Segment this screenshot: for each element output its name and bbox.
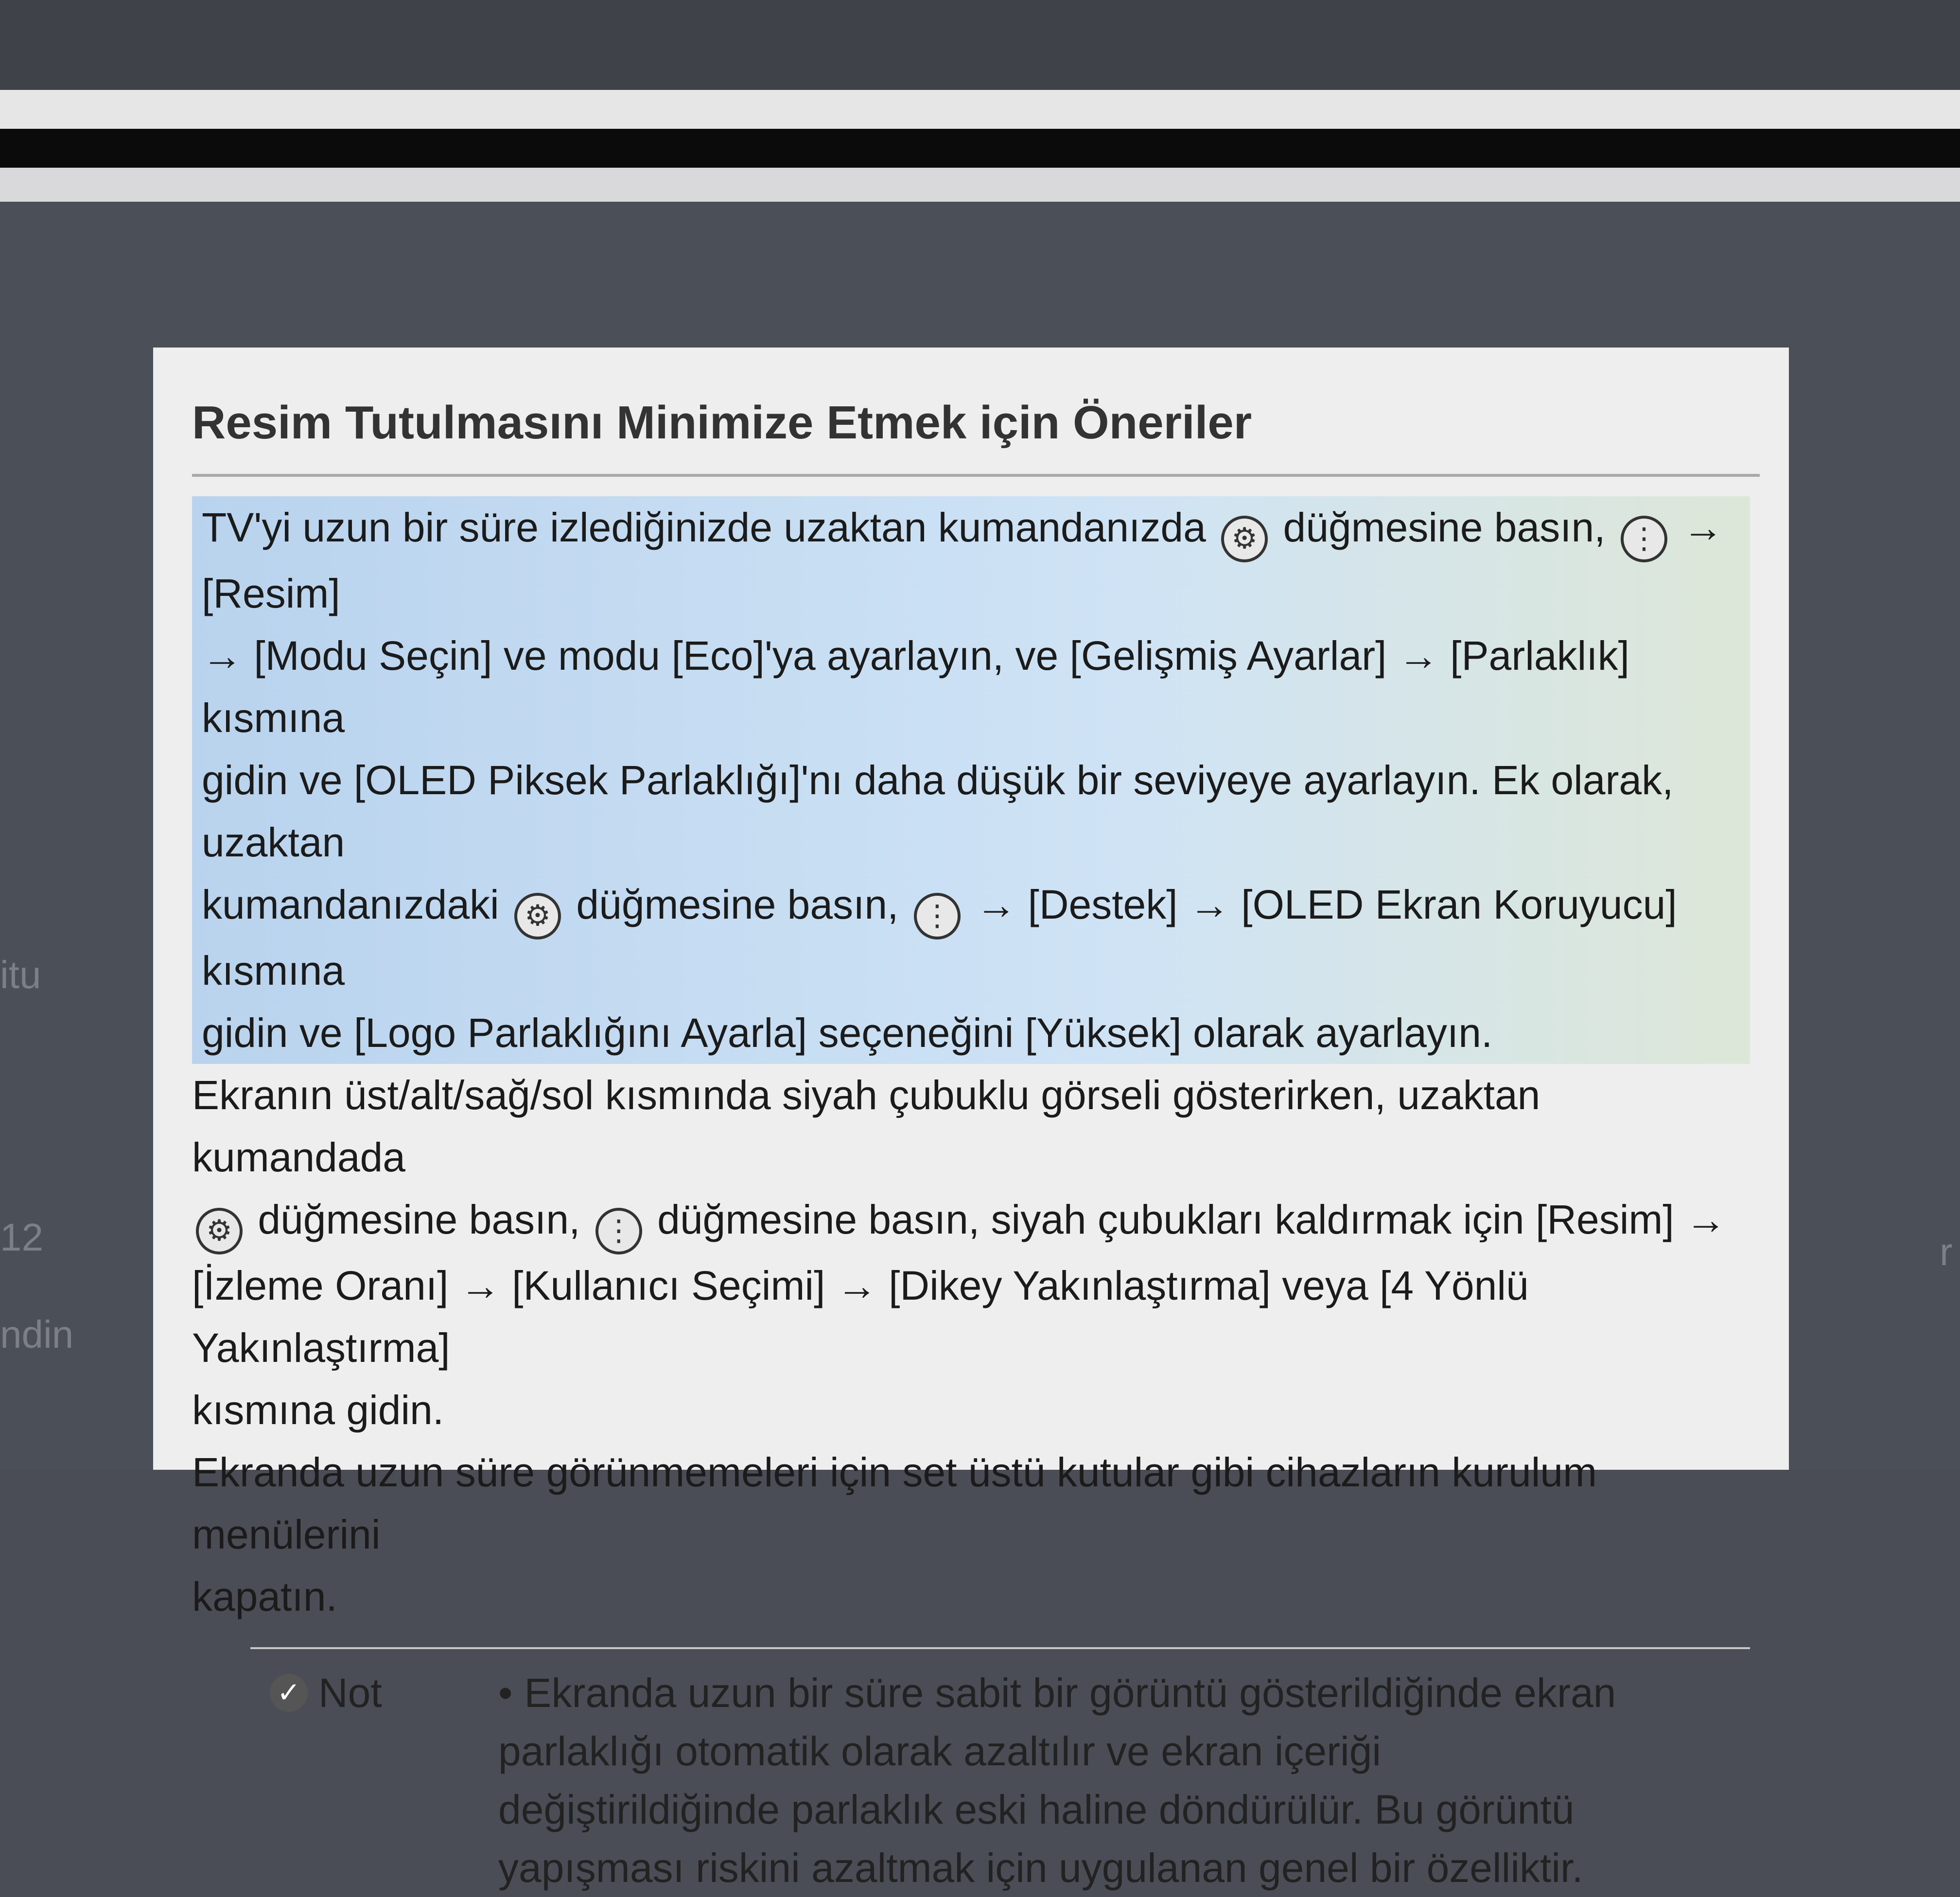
paragraph-1-line-3: gidin ve [OLED Piksek Parlaklığı]'nı daha düşük bir seviyeye ayarlayın. Ek olarak, uzaktan	[192, 749, 1750, 873]
screen-top-stripe	[0, 90, 1960, 129]
paragraph-2-line-1: Ekranın üst/alt/sağ/sol kısmında siyah çubuklu görseli gösterirken, uzaktan kumandada	[192, 1072, 1540, 1180]
edge-text-right-fragment: r	[1940, 1230, 1953, 1273]
edge-text-left-fragment-1: itu	[0, 953, 41, 996]
paragraph-3-line-1: Ekranda uzun süre görünmemeleri için set üstü kutular gibi cihazların kurulum menülerini	[192, 1449, 1597, 1557]
edge-text-left-number: 12	[0, 1216, 43, 1259]
text-segment: TV'yi uzun bir süre izlediğinizde uzaktan kumandanızda	[202, 505, 1218, 550]
paragraph-3	[192, 1441, 1750, 1628]
settings-icon: ⚙	[196, 1208, 243, 1254]
text-segment: düğmesine basın, siyah çubukları kaldırmak için [Resim] →	[646, 1197, 1727, 1242]
panel-title: Resim Tutulmasını Minimize Etmek için Öneriler	[192, 397, 1252, 449]
text-segment: düğmesine basın,	[246, 1197, 592, 1242]
screen-black-band	[0, 129, 1960, 168]
text-segment: kumandanızdaki	[202, 882, 511, 927]
paragraph-2-line-3: [İzleme Oranı] → [Kullanıcı Seçimi] → [Dikey Yakınlaştırma] veya [4 Yönlü Yakınlaştırma]	[192, 1263, 1529, 1371]
text-segment: düğmesine basın,	[565, 882, 910, 927]
screen-second-stripe	[0, 168, 1960, 202]
paragraph-1-line-2: → [Modu Seçin] ve modu [Eco]'ya ayarlayın, ve [Gelişmiş Ayarlar] → [Parlaklık] kısmına	[192, 625, 1750, 749]
more-icon: ⋮	[595, 1208, 642, 1254]
check-circle-icon: ✓	[270, 1674, 308, 1712]
more-icon: ⋮	[914, 893, 961, 940]
paragraph-3-line-2: kapatın.	[192, 1574, 337, 1619]
paragraph-2	[192, 1064, 1750, 1441]
bullet-icon: •	[498, 1670, 513, 1716]
note-divider	[250, 1647, 1750, 1649]
paragraph-2-line-2	[192, 1188, 1750, 1254]
settings-icon: ⚙	[514, 893, 561, 940]
settings-icon: ⚙	[1221, 516, 1268, 562]
text-segment: → [Resim]	[202, 505, 1724, 616]
title-divider	[192, 474, 1760, 477]
note-label	[192, 1664, 498, 1722]
paragraph-2-line-4: kısmına gidin.	[192, 1387, 444, 1433]
note-body	[498, 1664, 1750, 1897]
text-segment: düğmesine basın,	[1272, 505, 1617, 550]
paragraph-1-line-5: gidin ve [Logo Parlaklığını Ayarla] seçeneğini [Yüksek] olarak ayarlayın.	[192, 1002, 1750, 1064]
text-segment: → [Destek] → [OLED Ekran Koruyucu] kısmına	[202, 882, 1677, 993]
note-label-text: Not	[318, 1670, 382, 1716]
note-section	[192, 1664, 1750, 1897]
paragraph-1	[192, 496, 1750, 1064]
note-text: Ekranda uzun bir süre sabit bir görüntü gösterildiğinde ekran parlaklığı otomatik olarak azaltılır ve ekran içeriği değiştirildiğinde parlaklık eski haline döndürülür. Bu görüntü yapışması riskini azaltmak için uygulanan genel bir özelliktir.	[498, 1670, 1616, 1891]
paragraph-1-line-4	[192, 873, 1750, 1002]
edge-text-left-fragment-2: ndin	[0, 1313, 74, 1356]
more-icon: ⋮	[1621, 516, 1667, 562]
paragraph-1-line-1	[192, 496, 1750, 625]
help-panel	[153, 348, 1789, 1891]
monitor-top-bezel	[0, 0, 1960, 90]
